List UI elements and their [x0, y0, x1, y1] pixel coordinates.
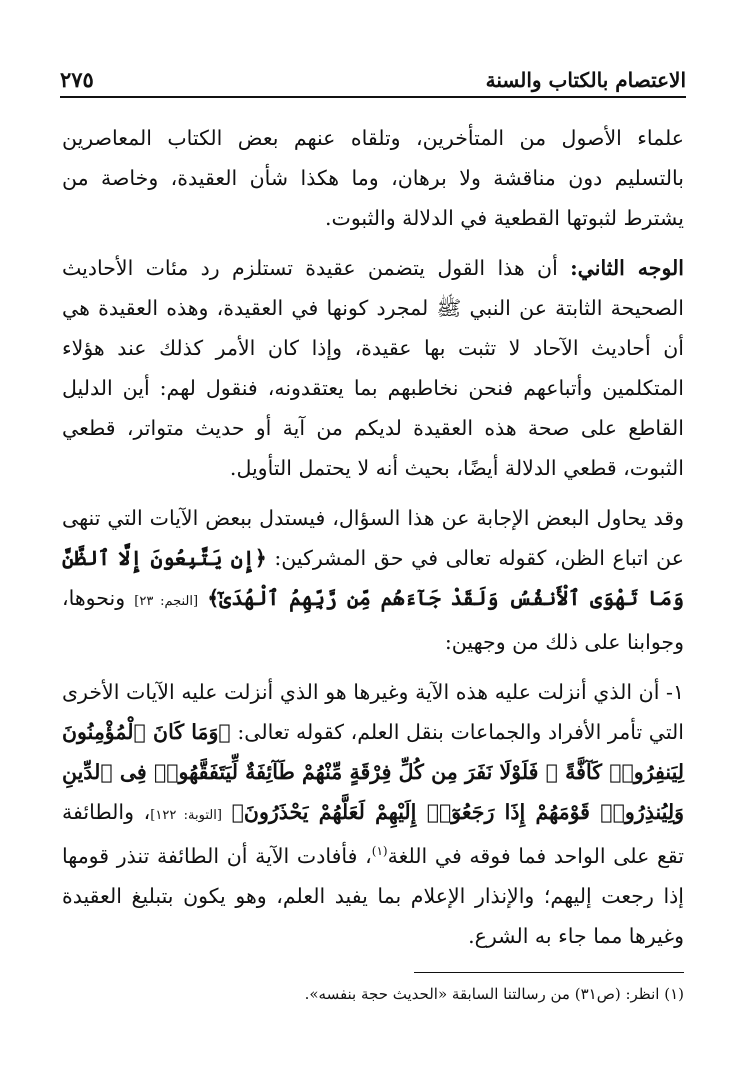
paragraph — [62, 498, 684, 662]
quran-verse: ﴿إِن يَتَّبِعُونَ إِلَّا ٱلظَّنَّ وَمَا تَهْوَى ٱلْأَنفُسُ وَلَقَدْ جَآءَهُم مِّن رَّبِّهِمُ ٱلْهُدَىٰٓ﴾ — [62, 546, 684, 610]
page-number: ٢٧٥ — [60, 67, 94, 92]
verse-reference: [التوبة: ١٢٢] — [150, 808, 222, 823]
section-lead: الوجه الثاني: — [570, 256, 684, 280]
paragraph — [62, 672, 684, 956]
paragraph-text: علماء الأصول من المتأخرين، وتلقاه عنهم بعض الكتاب المعاصرين بالتسليم دون مناقشة ولا برهان، وما هكذا شأن العقيدة، وخاصة من يشترط لثبوتها القطعية في الدلالة والثبوت. — [62, 126, 684, 230]
paragraph — [62, 118, 684, 238]
running-title: الاعتصام بالكتاب والسنة — [485, 68, 686, 92]
paragraph-text: ١- أن الذي أنزلت عليه هذه الآية وغيرها هو الذي أنزلت عليه الآيات الأخرى التي تأمر الأفراد والجماعات بنقل العلم، كقوله تعالى: — [62, 680, 684, 744]
paragraph-text: أن هذا القول يتضمن عقيدة تستلزم رد مئات الأحاديث الصحيحة الثابتة عن النبي ﷺ لمجرد كونها في العقيدة، وهذه العقيدة هي أن أحاديث الآحاد لا تثبت بها عقيدة، وإذا كان الأمر كذلك عند هؤلاء المتكلمين وأتباعهم فنحن نخاطبهم بما يعتقدونه، فنقول لهم: أين الدليل القاطع على صحة هذه العقيدة لديكم من آية أو حديث متواتر، قطعي الثبوت، قطعي الدلالة أيضًا، بحيث أنه لا يحتمل التأويل. — [62, 256, 684, 480]
paragraph-text: ، فأفادت الآية أن الطائفة تنذر قومها إذا رجعت إليهم؛ والإنذار الإعلام بما يفيد العلم، وهو يكون بتبليغ العقيدة وغيرها مما جاء به الشرع. — [62, 844, 684, 948]
paragraph-text: ونحوها، وجوابنا على ذلك من وجهين: — [62, 586, 684, 654]
verse-reference: [النجم: ٢٣] — [134, 594, 199, 609]
body-text — [62, 118, 684, 966]
quran-verse: ﴿وَمَا كَانَ ٱلْمُؤْمِنُونَ لِيَنفِرُوا۟ كَآفَّةً ۚ فَلَوْلَا نَفَرَ مِن كُلِّ فِرْقَةٍ مِّنْهُمْ طَآئِفَةٌ لِّيَتَفَقَّهُوا۟ فِى ٱلدِّينِ وَلِيُنذِرُوا۟ قَوْمَهُمْ إِذَا رَجَعُوٓا۟ إِلَيْهِمْ لَعَلَّهُمْ يَحْذَرُونَ﴾ — [62, 720, 684, 824]
paragraph-text: وقد يحاول البعض الإجابة عن هذا السؤال، فيستدل ببعض الآيات التي تنهى عن اتباع الظن، كقوله تعالى في حق المشركين: — [62, 506, 684, 570]
paragraph — [62, 248, 684, 488]
footnote-divider — [414, 972, 684, 973]
footnote-marker[interactable]: (١) — [371, 844, 388, 859]
paragraph-text: ، والطائفة تقع على الواحد فما فوقه في اللغة — [62, 800, 684, 868]
footnote: (١) انظر: (ص٣١) من رسالتنا السابقة «الحديث حجة بنفسه». — [304, 985, 684, 1003]
page-header — [60, 56, 686, 98]
